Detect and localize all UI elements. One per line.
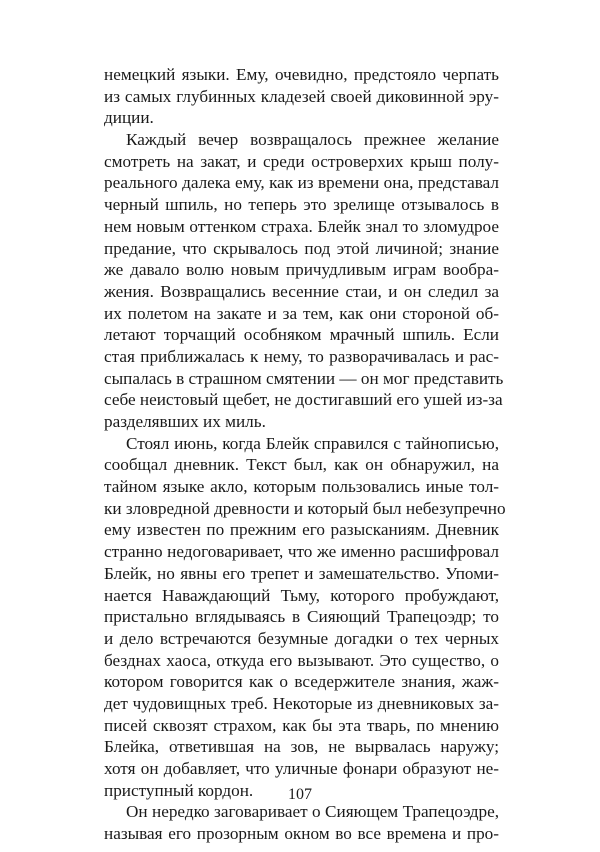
paragraph <box>104 433 506 802</box>
text-line: Блейка, ответившая на зов, не вырвалась наружу; <box>104 737 499 757</box>
text-line: ему известен по прежним его разысканиям. Дневник <box>104 520 499 540</box>
text-line: сообщал дневник. Текст был, как он обнаружил, на <box>104 455 499 475</box>
text-line: смотреть на закат, и среди островерхих крыш полу- <box>104 151 499 171</box>
paragraph <box>104 129 504 433</box>
text-line: котором говорится как о вседержителе знания, жаж- <box>104 672 499 692</box>
paragraph <box>104 64 499 129</box>
page-body-text <box>104 64 506 845</box>
text-line: себе неистовый щебет, не достигавший его ушей из-за <box>104 390 503 410</box>
text-line: сыпалась в страшном смятении — он мог представить <box>104 368 504 388</box>
text-line: ки зловредной древности и который был небезупречно <box>104 498 506 518</box>
page-number: 107 <box>288 786 312 803</box>
text-line: Блейк, но явны его трепет и замешательство. Упоми- <box>104 563 499 583</box>
text-line: Стоял июнь, когда Блейк справился с тайнописью, <box>126 433 499 453</box>
text-line: странно недоговаривает, что же именно расшифровал <box>104 542 499 562</box>
text-line: летают торчащий особняком мрачный шпиль. Если <box>104 325 499 345</box>
text-line: немецкий языки. Ему, очевидно, предстояло черпать <box>104 65 499 84</box>
text-line: Каждый вечер возвращалось прежнее желание <box>126 130 499 150</box>
text-line: же давало волю новым причудливым играм вообра- <box>104 260 499 280</box>
text-line: тайном языке акло, которым пользовались иные тол- <box>104 477 499 497</box>
text-line: дет чудовищных треб. Некоторые из дневниковых за- <box>104 693 499 713</box>
text-line: пристально вглядываясь в Сияющий Трапецоэдр; то <box>104 607 499 627</box>
text-line: приступный кордон. <box>104 780 254 800</box>
text-line: писей сквозят страхом, как бы эта тварь, по мнению <box>104 715 499 735</box>
text-line: жения. Возвращались весенние стаи, и он следил за <box>104 281 499 301</box>
text-line: и дело встречаются безумные догадки о тех черных <box>104 628 499 648</box>
text-line: реального далека ему, как из времени она, представал <box>104 173 499 193</box>
text-line: безднах хаоса, откуда его вызывают. Это существо, о <box>104 650 499 670</box>
paragraph <box>104 801 499 844</box>
text-line: Он нередко заговаривает о Сияющем Трапецоэдре, <box>126 802 499 822</box>
text-line: хотя он добавляет, что уличные фонари образуют не- <box>104 759 499 778</box>
text-line: черный шпиль, но теперь это зрелище отзывалось в <box>104 195 499 215</box>
text-line: нается Наваждающий Тьму, которого пробуждают, <box>104 585 499 605</box>
text-line: диции. <box>104 108 154 128</box>
text-line: их полетом на закате и за тем, как они стороной об- <box>104 303 499 323</box>
text-line: разделявших их миль. <box>104 412 266 431</box>
text-line: предание, что скрывалось под этой личиной; знание <box>104 238 499 258</box>
text-line: стая приближалась к нему, то разворачивалась и рас- <box>104 346 499 366</box>
text-line: из самых глубинных кладезей своей диковинной эру- <box>104 86 499 106</box>
text-line: называя его прозорным окном во все времена и про- <box>104 824 499 844</box>
text-line: нем новым оттенком страха. Блейк знал то зломудрое <box>104 216 499 236</box>
